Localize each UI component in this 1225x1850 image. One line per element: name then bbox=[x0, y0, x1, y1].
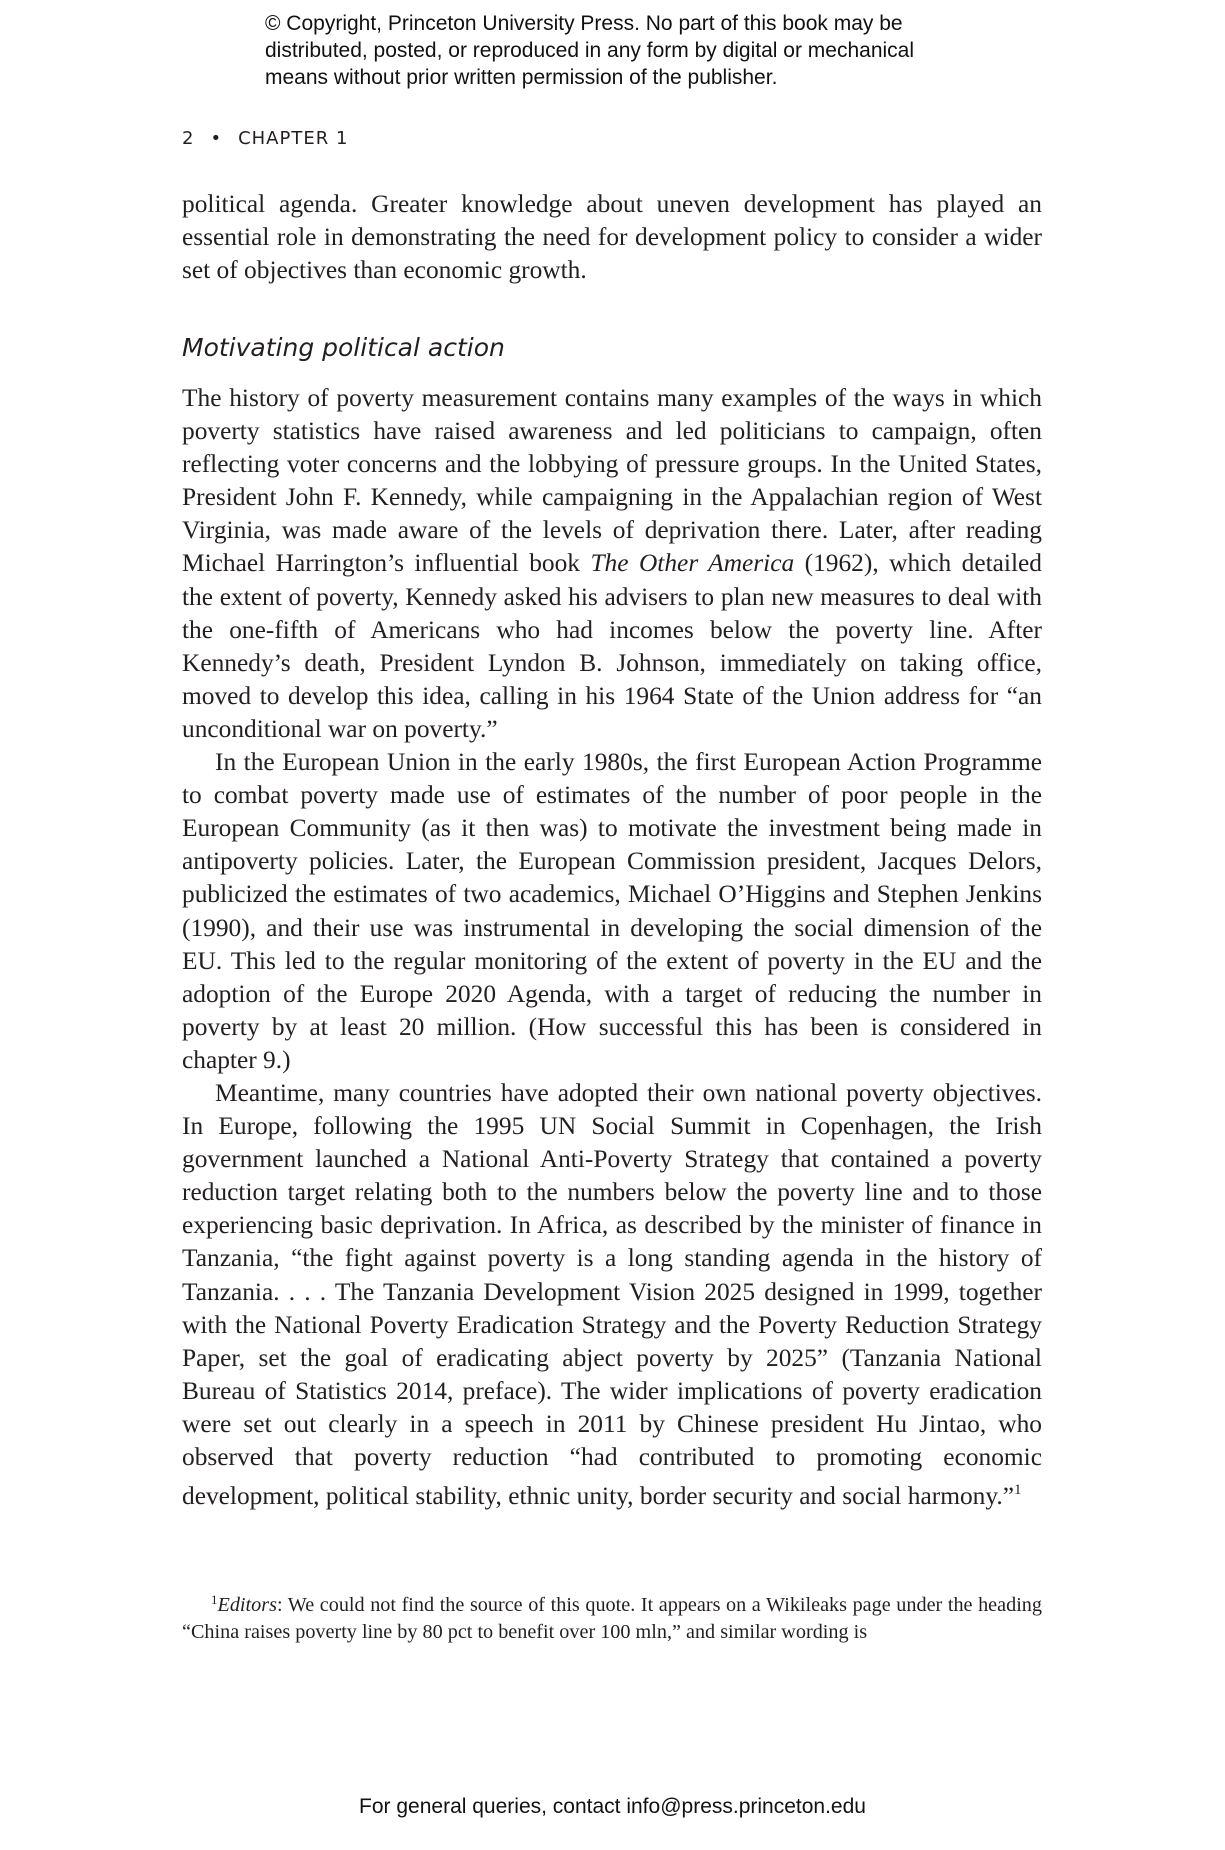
section-heading: Motivating political action bbox=[182, 333, 505, 362]
paragraph-3 bbox=[182, 1077, 1042, 1513]
running-head bbox=[182, 128, 348, 149]
footnote-label: Editors bbox=[217, 1594, 277, 1616]
book-title: The Other America bbox=[590, 549, 795, 578]
footer-contact: For general queries, contact info@press.princeton.edu bbox=[359, 1795, 866, 1818]
page-number: 2 bbox=[182, 128, 195, 149]
footnote bbox=[182, 1586, 1042, 1646]
paragraph-1-text-continued: (1962), which detailed the extent of poverty, Kennedy asked his advisers to plan new measures to deal with the one-fifth of Americans who had incomes below the poverty line. After Kennedy’s death, President Lyndon B. Johnson, immediately on taking office, moved to develop this idea, calling in his 1964 State of the Union address for “an unconditional war on poverty.” bbox=[182, 549, 1042, 743]
intro-paragraph: political agenda. Greater knowledge about uneven development has played an essential role in demonstrating the need for development policy to consider a wider set of objectives than economic growth. bbox=[182, 190, 1042, 285]
main-text bbox=[182, 382, 1042, 1513]
copyright-line: distributed, posted, or reproduced in any form by digital or mechanical bbox=[265, 39, 915, 62]
paragraph-1 bbox=[182, 382, 1042, 746]
paragraph-1-text: The history of poverty measurement contains many examples of the ways in which poverty statistics have raised awareness and led politicians to campaign, often reflecting voter concerns and the lobbying of pressure groups. In the United States, President John F. Kennedy, while campaigning in the Appalachian region of West Virginia, was made aware of the levels of deprivation there. Later, after reading Michael Harrington’s influential book bbox=[182, 384, 1042, 578]
footnote-text: : We could not find the source of this quote. It appears on a Wikileaks page under the heading “China raises poverty line by 80 pct to benefit over 100 mln,” and similar wording is bbox=[182, 1594, 1042, 1643]
copyright-notice bbox=[265, 10, 1025, 91]
separator-bullet: • bbox=[210, 128, 223, 149]
intro-block bbox=[182, 188, 1042, 287]
chapter-label: CHAPTER 1 bbox=[238, 128, 349, 149]
footnote-reference: 1 bbox=[1014, 1482, 1022, 1499]
copyright-line: means without prior written permission of the publisher. bbox=[265, 66, 778, 89]
footnote-marker: 1 bbox=[211, 1592, 218, 1607]
paragraph-3-text: Meantime, many countries have adopted their own national poverty objectives. In Europe, following the 1995 UN Social Summit in Copenhagen, the Irish government launched a National Anti-Poverty Strategy that contained a poverty reduction target relating both to the numbers below the poverty line and to those experiencing basic deprivation. In Africa, as described by the minister of finance in Tanzania, “the fight against poverty is a long standing agenda in the history of Tanzania. . . . The Tanzania Development Vision 2025 designed in 1999, together with the National Poverty Eradication Strategy and the Poverty Reduction Strategy Paper, set the goal of eradicating abject poverty by 2025” (Tanzania National Bureau of Statistics 2014, preface). The wider implications of poverty eradication were set out clearly in a speech in 2011 by Chinese president Hu Jintao, who observed that poverty reduction “had contributed to promoting economic development, political stability, ethnic unity, border security and social harmony.” bbox=[182, 1078, 1042, 1511]
paragraph-2: In the European Union in the early 1980s, the first European Action Programme to combat poverty made use of estimates of the number of poor people in the European Community (as it then was) to motivate the investment being made in antipoverty policies. Later, the European Commission president, Jacques Delors, publicized the estimates of two academics, Michael O’Higgins and Stephen Jenkins (1990), and their use was instrumental in developing the social dimension of the EU. This led to the regular monitoring of the extent of poverty in the EU and the adoption of the Europe 2020 Agenda, with a target of reducing the number in poverty by at least 20 million. (How successful this has been is considered in chapter 9.) bbox=[182, 748, 1042, 1074]
copyright-line: © Copyright, Princeton University Press. No part of this book may be bbox=[265, 12, 903, 35]
